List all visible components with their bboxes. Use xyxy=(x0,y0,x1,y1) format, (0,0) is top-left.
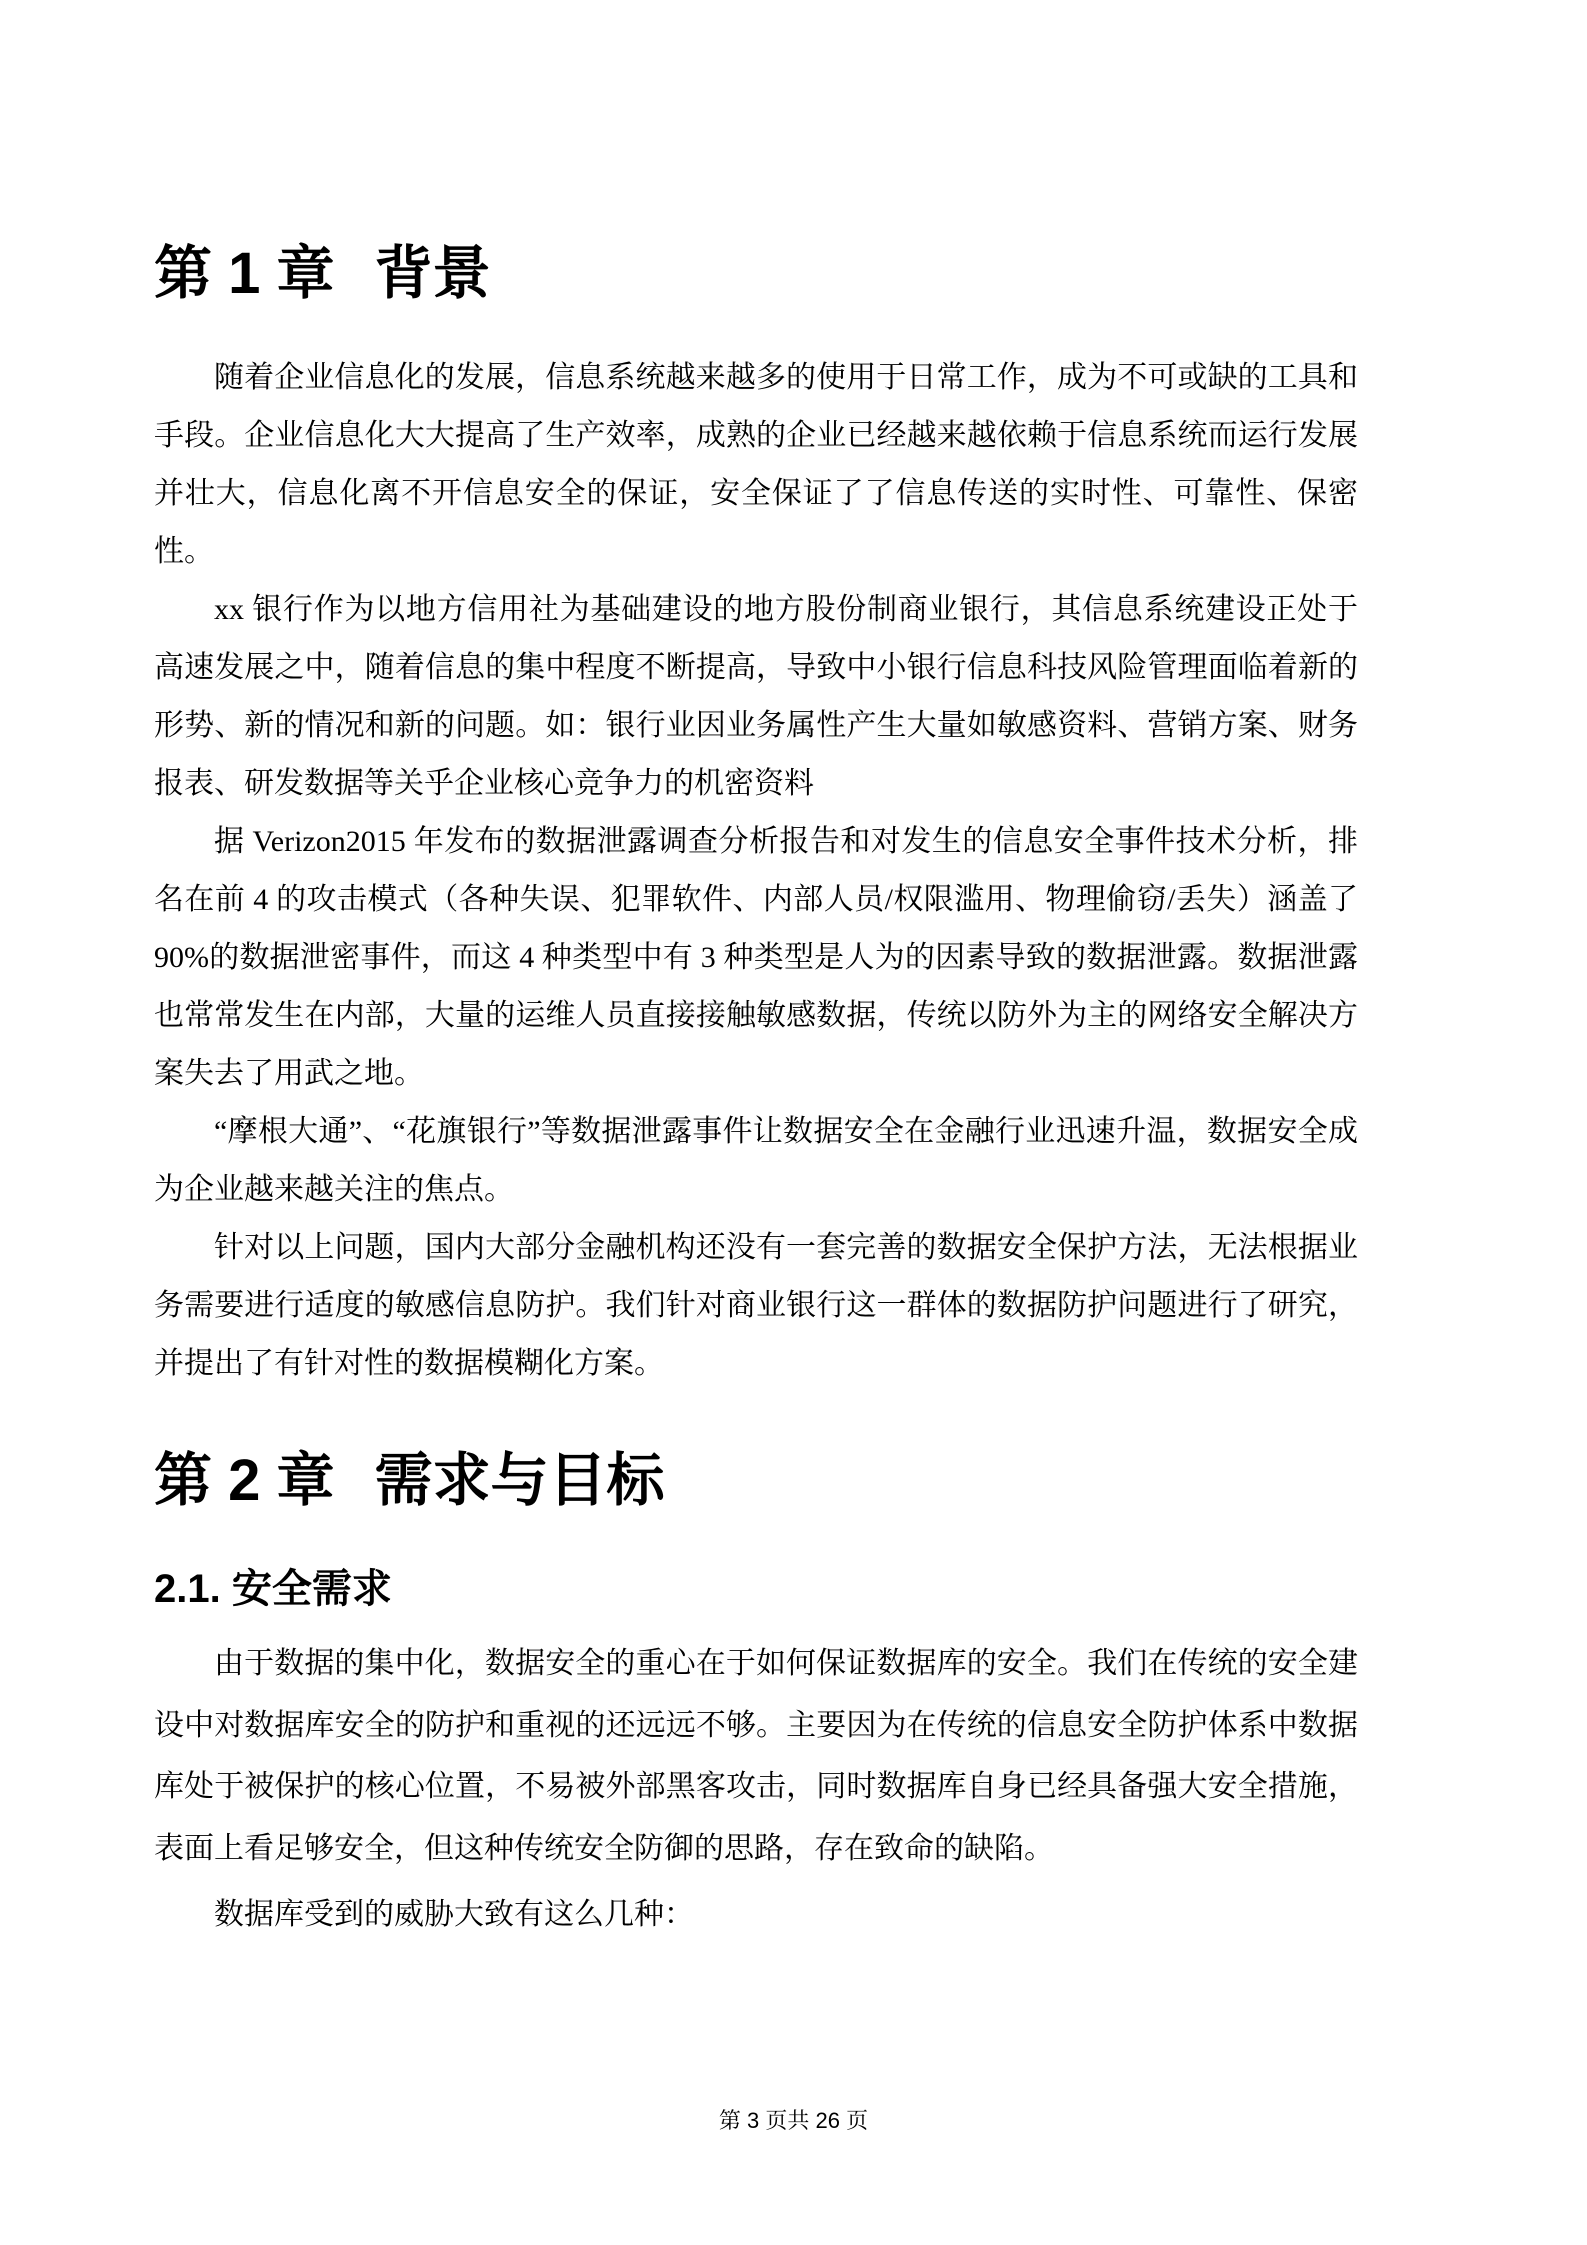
chapter-2-heading xyxy=(154,1441,1358,1521)
paragraph: 随着企业信息化的发展，信息系统越来越多的使用于日常工作，成为不可或缺的工具和手段。企业信息化大大提高了生产效率，成熟的企业已经越来越依赖于信息系统而运行发展并壮大，信息化离不开信息安全的保证，安全保证了了信息传送的实时性、可靠性、保密性。 xyxy=(154,361,1358,568)
page-number-footer: 第 3 页共 26 页 xyxy=(718,2108,869,2133)
chapter-title: 需求与目标 xyxy=(374,1448,665,1513)
paragraph: 针对以上问题，国内大部分金融机构还没有一套完善的数据安全保护方法，无法根据业务需要进行适度的敏感信息防护。我们针对商业银行这一群体的数据防护问题进行了研究，并提出了有针对性的数据模糊化方案。 xyxy=(154,1231,1358,1380)
paragraph: xx 银行作为以地方信用社为基础建设的地方股份制商业银行，其信息系统建设正处于高速发展之中，随着信息的集中程度不断提高，导致中小银行信息科技风险管理面临着新的形势、新的情况和新的问题。如：银行业因业务属性产生大量如敏感资料、营销方案、财务报表、研发数据等关乎企业核心竞争力的机密资料 xyxy=(154,593,1358,800)
paragraph: “摩根大通”、“花旗银行”等数据泄露事件让数据安全在金融行业迅速升温，数据安全成为企业越来越关注的焦点。 xyxy=(154,1115,1358,1206)
section-body xyxy=(154,1633,1358,1946)
paragraph: 数据库受到的威胁大致有这么几种： xyxy=(214,1898,694,1931)
paragraph: 据 Verizon2015 年发布的数据泄露调查分析报告和对发生的信息安全事件技术分析，排名在前 4 的攻击模式（各种失误、犯罪软件、内部人员/权限滥用、物理偷窃/丢失）涵盖了 90%的数据泄密事件，而这 4 种类型中有 3 种类型是人为的因素导致的数据泄露。数据泄露也常常发生在内部，大量的运维人员直接接触敏感数据，传统以防外为主的网络安全解决方案失去了用武之地。 xyxy=(154,825,1358,1090)
chapter-1-heading xyxy=(154,234,1358,314)
chapter-1-body xyxy=(154,349,1358,1393)
section-heading: 2.1. 安全需求 xyxy=(154,1567,392,1611)
chapter-number: 第 1 章 xyxy=(154,241,335,306)
paragraph: 由于数据的集中化，数据安全的重心在于如何保证数据库的安全。我们在传统的安全建设中对数据库安全的防护和重视的还远远不够。主要因为在传统的信息安全防护体系中数据库处于被保护的核心位置，不易被外部黑客攻击，同时数据库自身已经具备强大安全措施，表面上看足够安全，但这种传统安全防御的思路，存在致命的缺陷。 xyxy=(154,1647,1358,1865)
chapter-number: 第 2 章 xyxy=(154,1448,335,1513)
chapter-title: 背景 xyxy=(374,241,491,306)
document-page xyxy=(154,234,1358,1946)
